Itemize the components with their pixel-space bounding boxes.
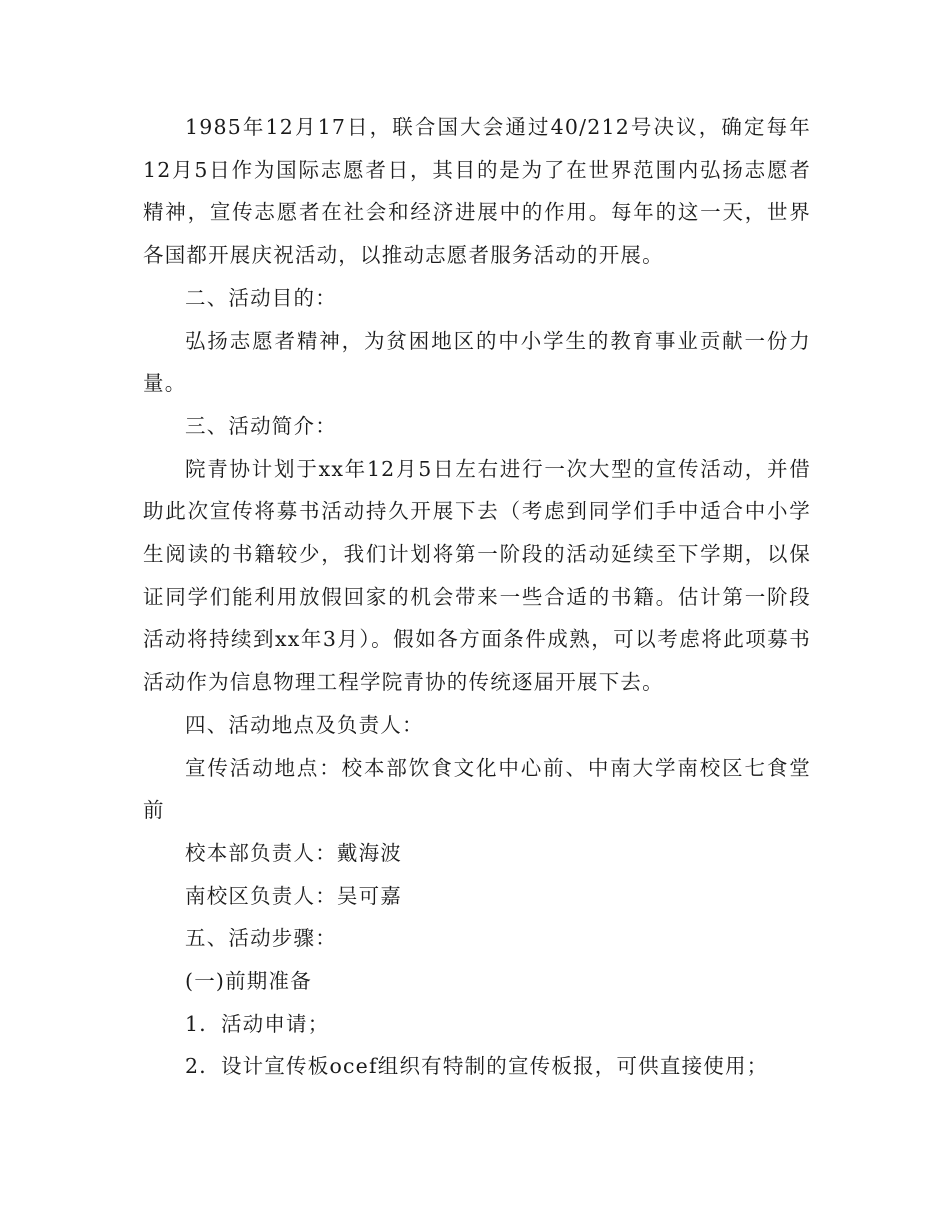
section-heading-location: 四、活动地点及负责人：: [185, 712, 424, 737]
document-body: [143, 106, 811, 1088]
purpose-paragraph: 弘扬志愿者精神，为贫困地区的中小学生的教育事业贡献一份力量。: [143, 328, 811, 396]
step-item-1: 1．活动申请；: [185, 1011, 330, 1036]
subsection-preparation: (一)前期准备: [185, 969, 312, 994]
main-campus-lead: 校本部负责人：戴海波: [185, 840, 402, 865]
section-heading-intro: 三、活动简介：: [185, 413, 337, 438]
south-campus-lead: 南校区负责人：吴可嘉: [185, 883, 402, 908]
intro-detail-paragraph: 院青协计划于xx年12月5日左右进行一次大型的宣传活动，并借助此次宣传将募书活动持久开展下去（考虑到同学们手中适合中小学生阅读的书籍较少，我们计划将第一阶段的活动延续至下学期，以保证同学们能利用放假回家的机会带来一些合适的书籍。估计第一阶段活动将持续到xx年3月）。假如各方面条件成熟，可以考虑将此项募书活动作为信息物理工程学院青协的传统逐届开展下去。: [143, 456, 811, 695]
location-paragraph: 宣传活动地点：校本部饮食文化中心前、中南大学南校区七食堂前: [143, 755, 811, 823]
step-item-2: 2．设计宣传板ocef组织有特制的宣传板报，可供直接使用；: [185, 1054, 769, 1079]
section-heading-purpose: 二、活动目的：: [185, 285, 337, 310]
intro-paragraph: 1985年12月17日，联合国大会通过40/212号决议，确定每年12月5日作为国际志愿者日，其目的是为了在世界范围内弘扬志愿者精神，宣传志愿者在社会和经济进展中的作用。每年的这一天，世界各国都开展庆祝活动，以推动志愿者服务活动的开展。: [143, 115, 811, 268]
section-heading-steps: 五、活动步骤：: [185, 926, 337, 951]
